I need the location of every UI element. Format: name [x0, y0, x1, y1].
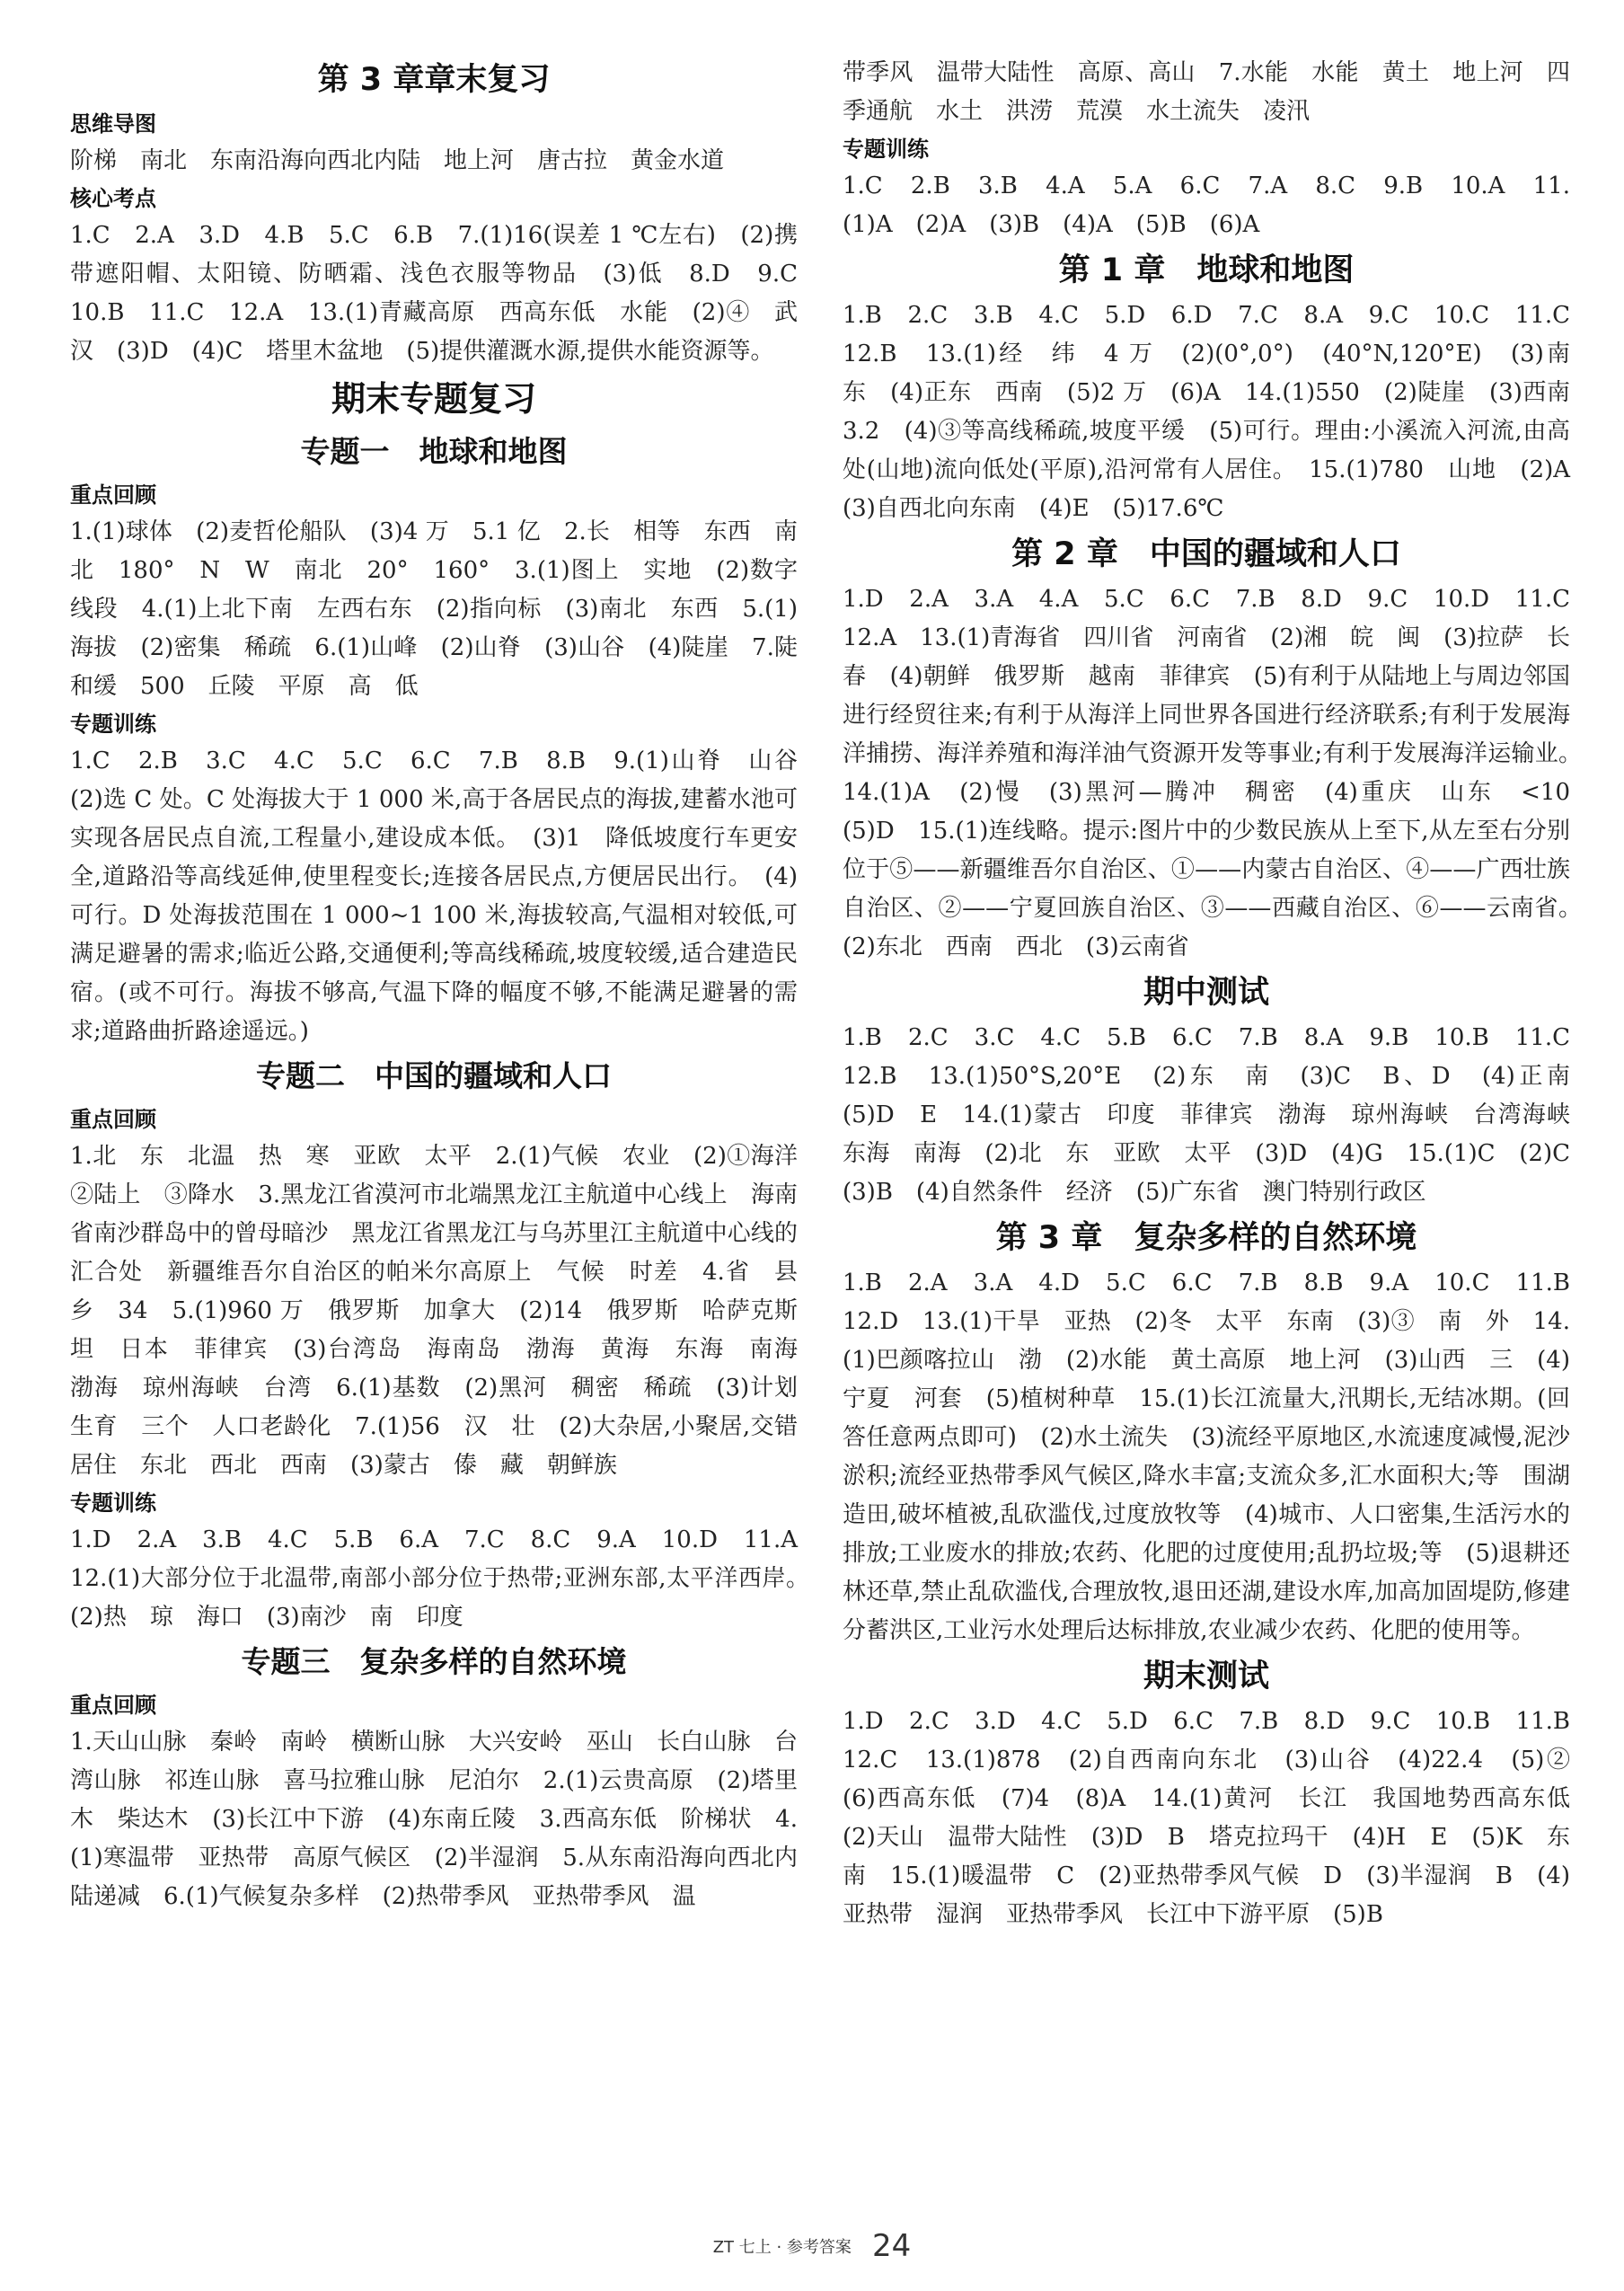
core-points-answers: 1.C 2.A 3.D 4.B 5.C 6.B 7.(1)16(误差 1 ℃左右) (2)携带遮阳帽、太阳镜、防晒霜、浅色衣服等物品 (3)低 8.D 9.C 10.B 11.C 12.A 13.(1)青藏高原 西高东低 水能 (2)④ 武汉 (3)D (4)C 塔里木盆地 (5)提供灌溉水源,提供水能资源等。 — [70, 222, 822, 365]
chapter3-review-title: 第 3 章章末复习 — [317, 62, 551, 98]
chapter1-answers: 1.B 2.C 3.B 4.C 5.D 6.D 7.C 8.A 9.C 10.C 11.C 12.B 13.(1)经 纬 4 万 (2)(0°,0°) (40°N,120°E) (3)南 东 (4)正东 西南 (5)2 万 (6)A 14.(1)550 (2)陡崖 (3)西南 3.2 (4)③等高线稀疏,坡度平缓 (5)可行。理由:小溪流入河流,由高处(山地)流向低处(平原),沿河常有人居住。 15.(1)780 山地 (2)A (3)自西北向东南 (4)E (5)17.6℃ — [843, 302, 1594, 522]
final-exam-title: 期末测试 — [1143, 1659, 1269, 1694]
right-column — [843, 54, 1594, 1934]
final-review-title: 期末专题复习 — [331, 379, 536, 419]
mindmap-label: 思维导图 — [70, 111, 156, 137]
topic3-training-label: 专题训练 — [843, 137, 929, 162]
topic1-title: 专题一 地球和地图 — [300, 434, 568, 469]
page-footer — [0, 2228, 1624, 2264]
topic3-review-answers: 1.天山山脉 秦岭 南岭 横断山脉 大兴安岭 巫山 长白山脉 台湾山脉 祁连山脉 喜马拉雅山脉 尼泊尔 2.(1)云贵高原 (2)塔里木 柴达木 (3)长江中下游 (4)东南丘陵 3.西高东低 阶梯状 4.(1)寒温带 亚热带 高原气候区 (2)半湿润 5.从东南沿海向西北内陆递减 6.(1)气候复杂多样 (2)热带季风 亚热带季风 温 — [70, 1729, 798, 1910]
topic2-review-answers: 1.北 东 北温 热 寒 亚欧 太平 2.(1)气候 农业 (2)①海洋 ②陆上 ③降水 3.黑龙江省漠河市北端黑龙江主航道中心线上 海南省南沙群岛中的曾母暗沙 黑龙江省黑龙江与乌苏里江主航道中心线的汇合处 新疆维吾尔自治区的帕米尔高原上 气候 时差 4.省 县 乡 34 5.(1)960 万 俄罗斯 加拿大 (2)14 俄罗斯 哈萨克斯坦 日本 菲律宾 (3)台湾岛 海南岛 渤海 黄海 东海 南海 渤海 琼州海峡 台湾 6.(1)基数 (2)黑河 稠密 稀疏 (3)计划生育 三个 人口老龄化 7.(1)56 汉 壮 (2)大杂居,小聚居,交错居住 东北 西北 西南 (3)蒙古 傣 藏 朝鲜族 — [70, 1143, 822, 1479]
topic2-title: 专题二 中国的疆域和人口 — [256, 1058, 612, 1093]
chapter3-answers: 1.B 2.A 3.A 4.D 5.C 6.C 7.B 8.B 9.A 10.C 11.B 12.D 13.(1)干旱 亚热 (2)冬 太平 东南 (3)③ 南 外 14.(1)巴颜喀拉山 渤 (2)水能 黄土高原 地上河 (3)山西 三 (4)宁夏 河套 (5)植树种草 15.(1)长江流量大,汛期长,无结冰期。(回答任意两点即可) (2)水土流失 (3)流经平原地区,水流速度减慢,泥沙淤积;流经亚热带季风气候区,降水丰富;支流众多,汇水面积大;等 围湖造田,破坏植被,乱砍滥伐,过度放牧等 (4)城市、人口密集,生活污水的排放;工业废水的排放;农药、化肥的过度使用;乱扔垃圾;等 (5)退耕还林还草,禁止乱砍滥伐,合理放牧,退田还湖,建设水库,加高加固堤防,修建分蓄洪区,工业污水处理后达标排放,农业减少农药、化肥的使用等。 — [843, 1269, 1594, 1644]
chapter3-title: 第 3 章 复杂多样的自然环境 — [995, 1220, 1417, 1256]
topic3-title: 专题三 复杂多样的自然环境 — [241, 1644, 627, 1679]
core-points-label: 核心考点 — [70, 186, 156, 211]
topic2-training-label: 专题训练 — [70, 1490, 156, 1516]
chapter1-title: 第 1 章 地球和地图 — [1058, 252, 1355, 288]
midterm-title: 期中测试 — [1143, 975, 1269, 1011]
page-number: 24 — [872, 2228, 912, 2264]
footer-label: ZT 七上 · 参考答案 — [712, 2238, 852, 2257]
chapter2-answers: 1.D 2.A 3.A 4.A 5.C 6.C 7.B 8.D 9.C 10.D 11.C 12.A 13.(1)青海省 四川省 河南省 (2)湘 皖 闽 (3)拉萨 长春 (4)朝鲜 俄罗斯 越南 菲律宾 (5)有利于从陆地上与周边邻国进行经贸往来;有利于从海洋上同世界各国进行经济联系;有利于发展海洋捕捞、海洋养殖和海洋油气资源开发等事业;有利于发展海洋运输业。 14.(1)A (2)慢 (3)黑河—腾冲 稠密 (4)重庆 山东 <10 (5)D 15.(1)连线略。提示:图片中的少数民族从上至下,从左至右分别位于⑤——新疆维吾尔自治区、①——内蒙古自治区、④——广西壮族自治区、②——宁夏回族自治区、③——西藏自治区、⑥——云南省。 (2)东北 西南 西北 (3)云南省 — [843, 586, 1594, 960]
topic3-training-answers: 1.C 2.B 3.B 4.A 5.A 6.C 7.A 8.C 9.B 10.A 11.(1)A (2)A (3)B (4)A (5)B (6)A — [843, 172, 1570, 238]
final-exam-answers: 1.D 2.C 3.D 4.C 5.D 6.C 7.B 8.D 9.C 10.B 11.B 12.C 13.(1)878 (2)自西南向东北 (3)山谷 (4)22.4 (5)② (6)西高东低 (7)4 (8)A 14.(1)黄河 长江 我国地势西高东低 (2)天山 温带大陆性 (3)D B 塔克拉玛干 (4)H E (5)K 东南 15.(1)暖温带 C (2)亚热带季风气候 D (3)半湿润 B (4)亚热带 湿润 亚热带季风 长江中下游平原 (5)B — [843, 1708, 1594, 1928]
topic2-review-label: 重点回顾 — [70, 1107, 156, 1132]
mindmap-answers: 阶梯 南北 东南沿海向西北内陆 地上河 唐古拉 黄金水道 — [70, 147, 725, 174]
topic3-review-answers-continued: 带季风 温带大陆性 高原、高山 7.水能 水能 黄土 地上河 四季通航 水土 洪涝 荒漠 水土流失 凌汛 — [843, 59, 1570, 125]
midterm-answers: 1.B 2.C 3.C 4.C 5.B 6.C 7.B 8.A 9.B 10.B 11.C 12.B 13.(1)50°S,20°E (2)东 南 (3)C B、D (4)正南 (5)D E 14.(1)蒙古 印度 菲律宾 渤海 琼州海峡 台湾海峡 东海 南海 (2)北 东 亚欧 太平 (3)D (4)G 15.(1)C (2)C (3)B (4)自然条件 经济 (5)广东省 澳门特别行政区 — [843, 1024, 1594, 1206]
topic1-review-label: 重点回顾 — [70, 482, 156, 508]
topic3-review-label: 重点回顾 — [70, 1693, 156, 1718]
left-column — [70, 54, 822, 1916]
chapter2-title: 第 2 章 中国的疆域和人口 — [1011, 536, 1401, 572]
topic1-training-answers: 1.C 2.B 3.C 4.C 5.C 6.C 7.B 8.B 9.(1)山脊 山谷 (2)选 C 处。C 处海拔大于 1 000 米,高于各居民点的海拔,建蓄水池可实现各居民点自流,工程量小,建设成本低。 (3)1 降低坡度行车更安全,道路沿等高线延伸,使里程变长;连接各居民点,方便居民出行。 (4)可行。D 处海拔范围在 1 000~1 100 米,海拔较高,气温相对较低,可满足避暑的需求;临近公路,交通便利;等高线稀疏,坡度较缓,适合建造民宿。(或不可行。海拔不够高,气温下降的幅度不够,不能满足避暑的需求;道路曲折路途遥远。) — [70, 747, 822, 1045]
topic1-training-label: 专题训练 — [70, 712, 156, 737]
topic1-review-answers: 1.(1)球体 (2)麦哲伦船队 (3)4 万 5.1 亿 2.长 相等 东西 南北 180° N W 南北 20° 160° 3.(1)图上 实地 (2)数字 线段 4.(1)上北下南 左西右东 (2)指向标 (3)南北 东西 5.(1)海拔 (2)密集 稀疏 6.(1)山峰 (2)山脊 (3)山谷 (4)陡崖 7.陡 和缓 500 丘陵 平原 高 低 — [70, 518, 822, 700]
topic2-training-answers: 1.D 2.A 3.B 4.C 5.B 6.A 7.C 8.C 9.A 10.D 11.A 12.(1)大部分位于北温带,南部小部分位于热带;亚洲东部,太平洋西岸。 (2)热 琼 海口 (3)南沙 南 印度 — [70, 1526, 822, 1631]
